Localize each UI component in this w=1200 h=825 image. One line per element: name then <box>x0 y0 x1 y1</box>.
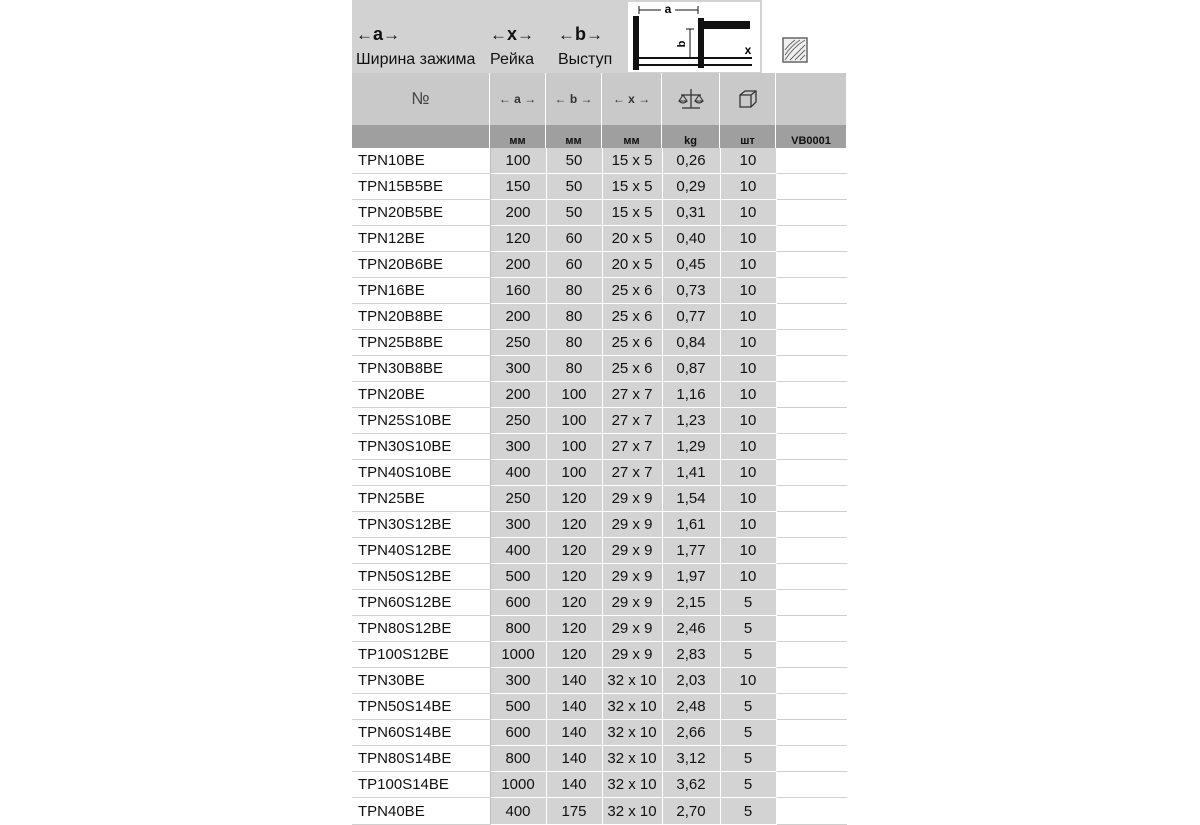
x-cell: 15 x 5 <box>602 200 662 226</box>
a-cell: 150 <box>490 174 546 200</box>
code-blank-cell <box>776 356 846 382</box>
number-sign: № <box>411 89 430 108</box>
code-cell: TPN40S10BE <box>352 460 490 486</box>
weight-cell: 1,54 <box>662 486 720 512</box>
weight-cell: 2,48 <box>662 694 720 720</box>
qty-cell: 10 <box>720 226 776 252</box>
weight-cell: 0,45 <box>662 252 720 278</box>
x-cell: 25 x 6 <box>602 356 662 382</box>
code-cell: TPN20B5BE <box>352 200 490 226</box>
a-cell: 200 <box>490 382 546 408</box>
table-header <box>352 73 846 148</box>
b-cell: 80 <box>546 356 602 382</box>
weight-cell: 2,46 <box>662 616 720 642</box>
table-row <box>352 226 846 252</box>
code-blank-cell <box>776 408 846 434</box>
unit-x: мм <box>602 125 661 148</box>
code-blank-cell <box>776 538 846 564</box>
unit-b: мм <box>546 125 601 148</box>
weight-cell: 0,40 <box>662 226 720 252</box>
code-cell: TPN15B5BE <box>352 174 490 200</box>
code-blank-cell <box>776 798 846 825</box>
header-number <box>352 73 489 125</box>
weight-cell: 3,62 <box>662 772 720 798</box>
a-cell: 400 <box>490 798 546 825</box>
x-cell: 32 x 10 <box>602 772 662 798</box>
qty-cell: 10 <box>720 538 776 564</box>
unit-a: мм <box>490 125 545 148</box>
unit-code: VB0001 <box>776 125 846 148</box>
code-cell: TPN16BE <box>352 278 490 304</box>
qty-cell: 10 <box>720 356 776 382</box>
code-cell: TPN60S14BE <box>352 720 490 746</box>
weight-cell: 1,41 <box>662 460 720 486</box>
code-blank-cell <box>776 642 846 668</box>
x-cell: 27 x 7 <box>602 460 662 486</box>
legend-material-cell <box>762 0 846 73</box>
x-cell: 29 x 9 <box>602 590 662 616</box>
a-cell: 1000 <box>490 772 546 798</box>
legend-x-symbol: ←x→ <box>490 24 535 44</box>
header-col-b: ← b → <box>546 73 601 125</box>
qty-cell: 10 <box>720 460 776 486</box>
table-row <box>352 694 846 720</box>
x-cell: 27 x 7 <box>602 408 662 434</box>
b-cell: 100 <box>546 408 602 434</box>
diagram-a-label: a <box>664 2 672 16</box>
table-row <box>352 330 846 356</box>
code-cell: TPN30B8BE <box>352 356 490 382</box>
qty-cell: 5 <box>720 746 776 772</box>
code-cell: TPN40S12BE <box>352 538 490 564</box>
code-cell: TPN25BE <box>352 486 490 512</box>
code-cell: TPN30BE <box>352 668 490 694</box>
x-cell: 32 x 10 <box>602 798 662 825</box>
qty-cell: 10 <box>720 304 776 330</box>
qty-cell: 5 <box>720 616 776 642</box>
header-col-a: ← a → <box>490 73 545 125</box>
code-blank-cell <box>776 174 846 200</box>
code-cell: TPN10BE <box>352 148 490 174</box>
table-row <box>352 200 846 226</box>
code-cell: TPN50S12BE <box>352 564 490 590</box>
header-col-weight <box>662 73 719 125</box>
b-cell: 120 <box>546 564 602 590</box>
clamp-diagram <box>628 2 760 72</box>
b-cell: 50 <box>546 174 602 200</box>
scale-icon <box>678 88 704 110</box>
x-cell: 15 x 5 <box>602 148 662 174</box>
a-cell: 250 <box>490 330 546 356</box>
code-blank-cell <box>776 148 846 174</box>
units-spacer <box>352 125 489 148</box>
weight-cell: 0,73 <box>662 278 720 304</box>
table-row <box>352 538 846 564</box>
table-row <box>352 148 846 174</box>
x-cell: 25 x 6 <box>602 304 662 330</box>
code-cell: TPN80S14BE <box>352 746 490 772</box>
spec-sheet <box>352 0 846 820</box>
code-blank-cell <box>776 616 846 642</box>
b-cell: 60 <box>546 252 602 278</box>
qty-cell: 10 <box>720 330 776 356</box>
legend-x-label: Рейка <box>490 51 535 68</box>
table-row <box>352 278 846 304</box>
b-cell: 175 <box>546 798 602 825</box>
header-col-code <box>776 73 846 125</box>
b-cell: 60 <box>546 226 602 252</box>
a-cell: 300 <box>490 356 546 382</box>
table-row <box>352 460 846 486</box>
a-cell: 1000 <box>490 642 546 668</box>
a-cell: 250 <box>490 486 546 512</box>
code-blank-cell <box>776 720 846 746</box>
legend-b-symbol: ←b→ <box>558 24 603 44</box>
qty-cell: 10 <box>720 200 776 226</box>
a-cell: 300 <box>490 668 546 694</box>
table-row <box>352 174 846 200</box>
qty-cell: 10 <box>720 148 776 174</box>
table-row <box>352 408 846 434</box>
b-cell: 120 <box>546 590 602 616</box>
code-blank-cell <box>776 668 846 694</box>
a-cell: 500 <box>490 694 546 720</box>
table-row <box>352 746 846 772</box>
x-cell: 27 x 7 <box>602 382 662 408</box>
wood-grain-icon <box>782 37 808 63</box>
code-cell: TPN25S10BE <box>352 408 490 434</box>
weight-cell: 0,31 <box>662 200 720 226</box>
a-cell: 120 <box>490 226 546 252</box>
unit-weight: kg <box>662 125 719 148</box>
b-cell: 80 <box>546 304 602 330</box>
b-cell: 80 <box>546 330 602 356</box>
b-cell: 120 <box>546 538 602 564</box>
x-cell: 20 x 5 <box>602 252 662 278</box>
code-blank-cell <box>776 278 846 304</box>
x-cell: 27 x 7 <box>602 434 662 460</box>
x-cell: 29 x 9 <box>602 512 662 538</box>
table-row <box>352 798 846 825</box>
x-cell: 15 x 5 <box>602 174 662 200</box>
b-cell: 140 <box>546 694 602 720</box>
unit-qty: шт <box>720 125 775 148</box>
weight-cell: 0,77 <box>662 304 720 330</box>
code-cell: TP100S12BE <box>352 642 490 668</box>
code-cell: TPN20BE <box>352 382 490 408</box>
weight-cell: 1,16 <box>662 382 720 408</box>
b-cell: 140 <box>546 668 602 694</box>
a-cell: 300 <box>490 434 546 460</box>
a-cell: 400 <box>490 460 546 486</box>
b-cell: 100 <box>546 382 602 408</box>
a-cell: 300 <box>490 512 546 538</box>
dimension-legend <box>352 0 762 73</box>
qty-cell: 5 <box>720 590 776 616</box>
qty-cell: 5 <box>720 798 776 825</box>
a-cell: 600 <box>490 720 546 746</box>
code-blank-cell <box>776 460 846 486</box>
qty-cell: 5 <box>720 694 776 720</box>
weight-cell: 0,87 <box>662 356 720 382</box>
code-cell: TPN25B8BE <box>352 330 490 356</box>
b-cell: 140 <box>546 720 602 746</box>
weight-cell: 0,84 <box>662 330 720 356</box>
a-cell: 600 <box>490 590 546 616</box>
weight-cell: 1,97 <box>662 564 720 590</box>
qty-cell: 10 <box>720 408 776 434</box>
b-cell: 80 <box>546 278 602 304</box>
code-cell: TPN12BE <box>352 226 490 252</box>
a-cell: 250 <box>490 408 546 434</box>
code-cell: TPN20B8BE <box>352 304 490 330</box>
b-cell: 100 <box>546 460 602 486</box>
b-cell: 140 <box>546 746 602 772</box>
x-cell: 29 x 9 <box>602 564 662 590</box>
weight-cell: 2,70 <box>662 798 720 825</box>
weight-cell: 1,23 <box>662 408 720 434</box>
code-cell: TPN30S10BE <box>352 434 490 460</box>
x-cell: 20 x 5 <box>602 226 662 252</box>
table-row <box>352 486 846 512</box>
weight-cell: 2,83 <box>662 642 720 668</box>
qty-cell: 10 <box>720 382 776 408</box>
code-blank-cell <box>776 694 846 720</box>
table-row <box>352 616 846 642</box>
table-row <box>352 590 846 616</box>
legend-a-label: Ширина зажима <box>356 51 476 68</box>
weight-cell: 2,66 <box>662 720 720 746</box>
b-cell: 120 <box>546 486 602 512</box>
a-cell: 100 <box>490 148 546 174</box>
table-row <box>352 434 846 460</box>
qty-cell: 5 <box>720 720 776 746</box>
code-blank-cell <box>776 252 846 278</box>
diagram-b-label: b <box>676 40 688 48</box>
x-cell: 25 x 6 <box>602 330 662 356</box>
x-cell: 32 x 10 <box>602 746 662 772</box>
qty-cell: 5 <box>720 772 776 798</box>
table-row <box>352 642 846 668</box>
legend-b-label: Выступ <box>558 51 613 68</box>
qty-cell: 10 <box>720 668 776 694</box>
b-cell: 120 <box>546 616 602 642</box>
code-blank-cell <box>776 564 846 590</box>
a-cell: 400 <box>490 538 546 564</box>
x-cell: 25 x 6 <box>602 278 662 304</box>
a-cell: 200 <box>490 304 546 330</box>
code-blank-cell <box>776 226 846 252</box>
a-cell: 500 <box>490 564 546 590</box>
table-row <box>352 668 846 694</box>
b-cell: 50 <box>546 200 602 226</box>
qty-cell: 10 <box>720 434 776 460</box>
code-blank-cell <box>776 590 846 616</box>
a-cell: 200 <box>490 252 546 278</box>
code-blank-cell <box>776 512 846 538</box>
table-row <box>352 382 846 408</box>
qty-cell: 10 <box>720 486 776 512</box>
qty-cell: 10 <box>720 564 776 590</box>
code-cell: TPN20B6BE <box>352 252 490 278</box>
qty-cell: 5 <box>720 642 776 668</box>
x-cell: 29 x 9 <box>602 538 662 564</box>
table-row <box>352 356 846 382</box>
code-blank-cell <box>776 304 846 330</box>
code-blank-cell <box>776 382 846 408</box>
weight-cell: 3,12 <box>662 746 720 772</box>
x-cell: 32 x 10 <box>602 720 662 746</box>
code-cell: TPN60S12BE <box>352 590 490 616</box>
b-cell: 100 <box>546 434 602 460</box>
weight-cell: 0,26 <box>662 148 720 174</box>
qty-cell: 10 <box>720 252 776 278</box>
weight-cell: 0,29 <box>662 174 720 200</box>
b-cell: 120 <box>546 642 602 668</box>
a-cell: 800 <box>490 616 546 642</box>
weight-cell: 1,77 <box>662 538 720 564</box>
code-blank-cell <box>776 434 846 460</box>
a-cell: 800 <box>490 746 546 772</box>
diagram-x-label: x <box>744 43 752 57</box>
code-cell: TPN30S12BE <box>352 512 490 538</box>
b-cell: 140 <box>546 772 602 798</box>
code-blank-cell <box>776 330 846 356</box>
x-cell: 32 x 10 <box>602 694 662 720</box>
a-cell: 160 <box>490 278 546 304</box>
x-cell: 29 x 9 <box>602 642 662 668</box>
weight-cell: 2,15 <box>662 590 720 616</box>
b-cell: 120 <box>546 512 602 538</box>
a-cell: 200 <box>490 200 546 226</box>
code-blank-cell <box>776 200 846 226</box>
weight-cell: 2,03 <box>662 668 720 694</box>
table-row <box>352 564 846 590</box>
legend-a-symbol: ←a→ <box>356 24 401 44</box>
x-cell: 29 x 9 <box>602 486 662 512</box>
header-col-qty <box>720 73 775 125</box>
table-row <box>352 304 846 330</box>
weight-cell: 1,29 <box>662 434 720 460</box>
table-row <box>352 720 846 746</box>
code-blank-cell <box>776 772 846 798</box>
code-cell: TPN40BE <box>352 798 490 825</box>
qty-cell: 10 <box>720 278 776 304</box>
weight-cell: 1,61 <box>662 512 720 538</box>
header-col-x: ← x → <box>602 73 661 125</box>
table-row <box>352 772 846 798</box>
b-cell: 50 <box>546 148 602 174</box>
qty-cell: 10 <box>720 174 776 200</box>
box-icon <box>737 88 759 110</box>
code-blank-cell <box>776 746 846 772</box>
code-cell: TPN50S14BE <box>352 694 490 720</box>
product-table <box>352 148 847 825</box>
x-cell: 32 x 10 <box>602 668 662 694</box>
x-cell: 29 x 9 <box>602 616 662 642</box>
code-cell: TPN80S12BE <box>352 616 490 642</box>
code-blank-cell <box>776 486 846 512</box>
table-row <box>352 252 846 278</box>
table-row <box>352 512 846 538</box>
code-cell: TP100S14BE <box>352 772 490 798</box>
qty-cell: 10 <box>720 512 776 538</box>
